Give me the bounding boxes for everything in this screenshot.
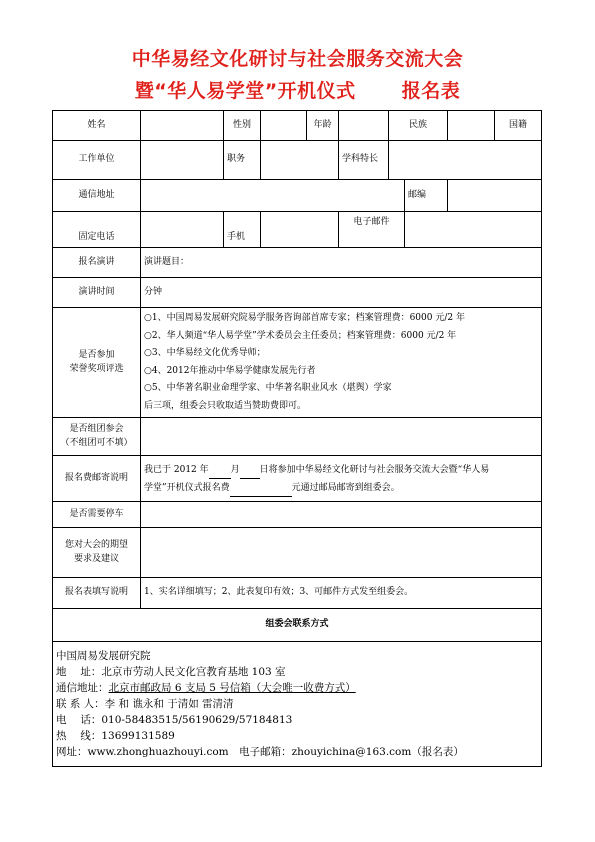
honors-option-5[interactable]: ○5、中华著名职业命理学家、中华著名职业风水（堪舆）学家 [144,383,392,393]
name-label: 姓名 [53,111,141,141]
age-label: 年龄 [307,111,339,141]
expectation-label-line1: 您对大会的期望 [64,540,128,550]
specialty-field[interactable] [389,141,542,180]
mobile-label: 手机 [224,212,261,248]
ethnicity-field[interactable] [448,111,495,141]
fee-text-1: 我已于 2012 年 [144,464,209,475]
email-field[interactable] [405,212,542,248]
email-label: 电子邮件 [339,212,405,248]
address-label: 通信地址 [53,180,141,212]
expectation-field[interactable] [141,528,542,578]
group-label-line1: 是否组团参会 [69,424,124,434]
honors-option-4[interactable]: ○4、2012年推动中华易学健康发展先行者 [144,365,316,376]
group-field[interactable] [141,418,542,456]
work-unit-field[interactable] [141,141,224,180]
fee-day-blank[interactable] [240,468,260,479]
contacts-mail [56,680,538,696]
form-title-line1: 中华易经文化研讨与社会服务交流大会 [131,48,464,70]
name-field[interactable] [141,111,224,141]
position-field[interactable] [261,141,339,180]
contacts-tel: 电 话：010-58483515/56190629/57184813 [56,714,293,726]
fee-label: 报名费邮寄说明 [53,456,141,502]
speech-time-label: 演讲时间 [53,278,141,308]
postcode-label: 邮编 [405,180,448,212]
fee-text-2: 月 [230,464,240,475]
contacts-hotline: 热 线：13699131589 [56,730,175,742]
expectation-label-line2: 要求及建议 [73,553,119,564]
contacts-org: 中国周易发展研究院 [56,650,151,662]
honors-note: 后三项，组委会只收取适当赞助费即可。 [144,400,307,411]
ethnicity-label: 民族 [389,111,448,141]
honors-label-line1: 是否参加 [78,350,115,360]
gender-label: 性别 [224,111,261,141]
speech-time-field[interactable]: 分钟 [141,278,542,308]
nationality-label: 国籍 [495,111,542,141]
honors-options [141,308,542,418]
instructions-label: 报名表填写说明 [53,578,141,609]
address-field[interactable] [141,180,405,212]
position-label: 职务 [224,141,261,180]
fee-text-5: 元通过邮局邮寄到组委会。 [291,482,400,493]
form-title-line2: 暨“华人易学堂”开机仪式 报名表 [134,80,461,102]
specialty-label: 学科特长 [339,141,389,180]
parking-field[interactable] [141,502,542,528]
contacts-heading: 组委会联系方式 [53,609,542,642]
contacts-web[interactable]: 网址：www.zhonghuazhouyi.com 电子邮箱：zhouyichina@163.com（报名表） [56,746,464,758]
honors-label [53,308,141,418]
honors-option-3[interactable]: ○3、中华易经文化优秀导师； [144,348,266,358]
parking-label: 是否需要停车 [53,502,141,528]
registration-form [52,110,542,767]
gender-field[interactable] [261,111,307,141]
phone-field[interactable] [141,212,224,248]
fee-text-4: 学堂”开机仪式报名费 [144,482,230,493]
phone-label: 固定电话 [53,212,141,248]
speech-topic-field[interactable]: 演讲题目： [141,248,542,278]
contacts-mail-value: 北京市邮政局 6 支局 5 号信箱（大会唯一收费方式） [108,682,356,694]
postcode-field[interactable] [448,180,542,212]
mobile-field[interactable] [261,212,339,248]
group-label-line2: （不组团可不填） [60,437,133,448]
fee-statement [141,456,542,502]
contacts-people: 联 系 人：李 和 谯永和 于清如 雷清清 [56,698,234,710]
instructions-text: 1、实名详细填写；2、此表复印有效；3、可邮件方式发至组委会。 [141,578,542,609]
age-field[interactable] [339,111,389,141]
speech-label: 报名演讲 [53,248,141,278]
expectation-label [53,528,141,578]
work-unit-label: 工作单位 [53,141,141,180]
group-label [53,418,141,456]
contacts-address: 地 址：北京市劳动人民文化宫教育基地 103 室 [56,666,286,678]
fee-month-blank[interactable] [209,468,231,479]
honors-label-line2: 荣誉奖项评选 [69,363,124,374]
fee-amount-blank[interactable] [230,486,292,497]
fee-text-3: 日将参加中华易经文化研讨与社会服务交流大会暨“华人易 [259,464,490,475]
honors-option-1[interactable]: ○1、中国周易发展研究院易学服务咨询部首席专家；档案管理费：6000 元/2 年 [144,313,465,323]
contacts-block [53,642,542,767]
contacts-mail-label: 通信地址： [56,682,109,694]
honors-option-2[interactable]: ○2、华人频道“华人易学堂”学术委员会主任委员；档案管理费：6000 元/2 年 [144,330,457,341]
